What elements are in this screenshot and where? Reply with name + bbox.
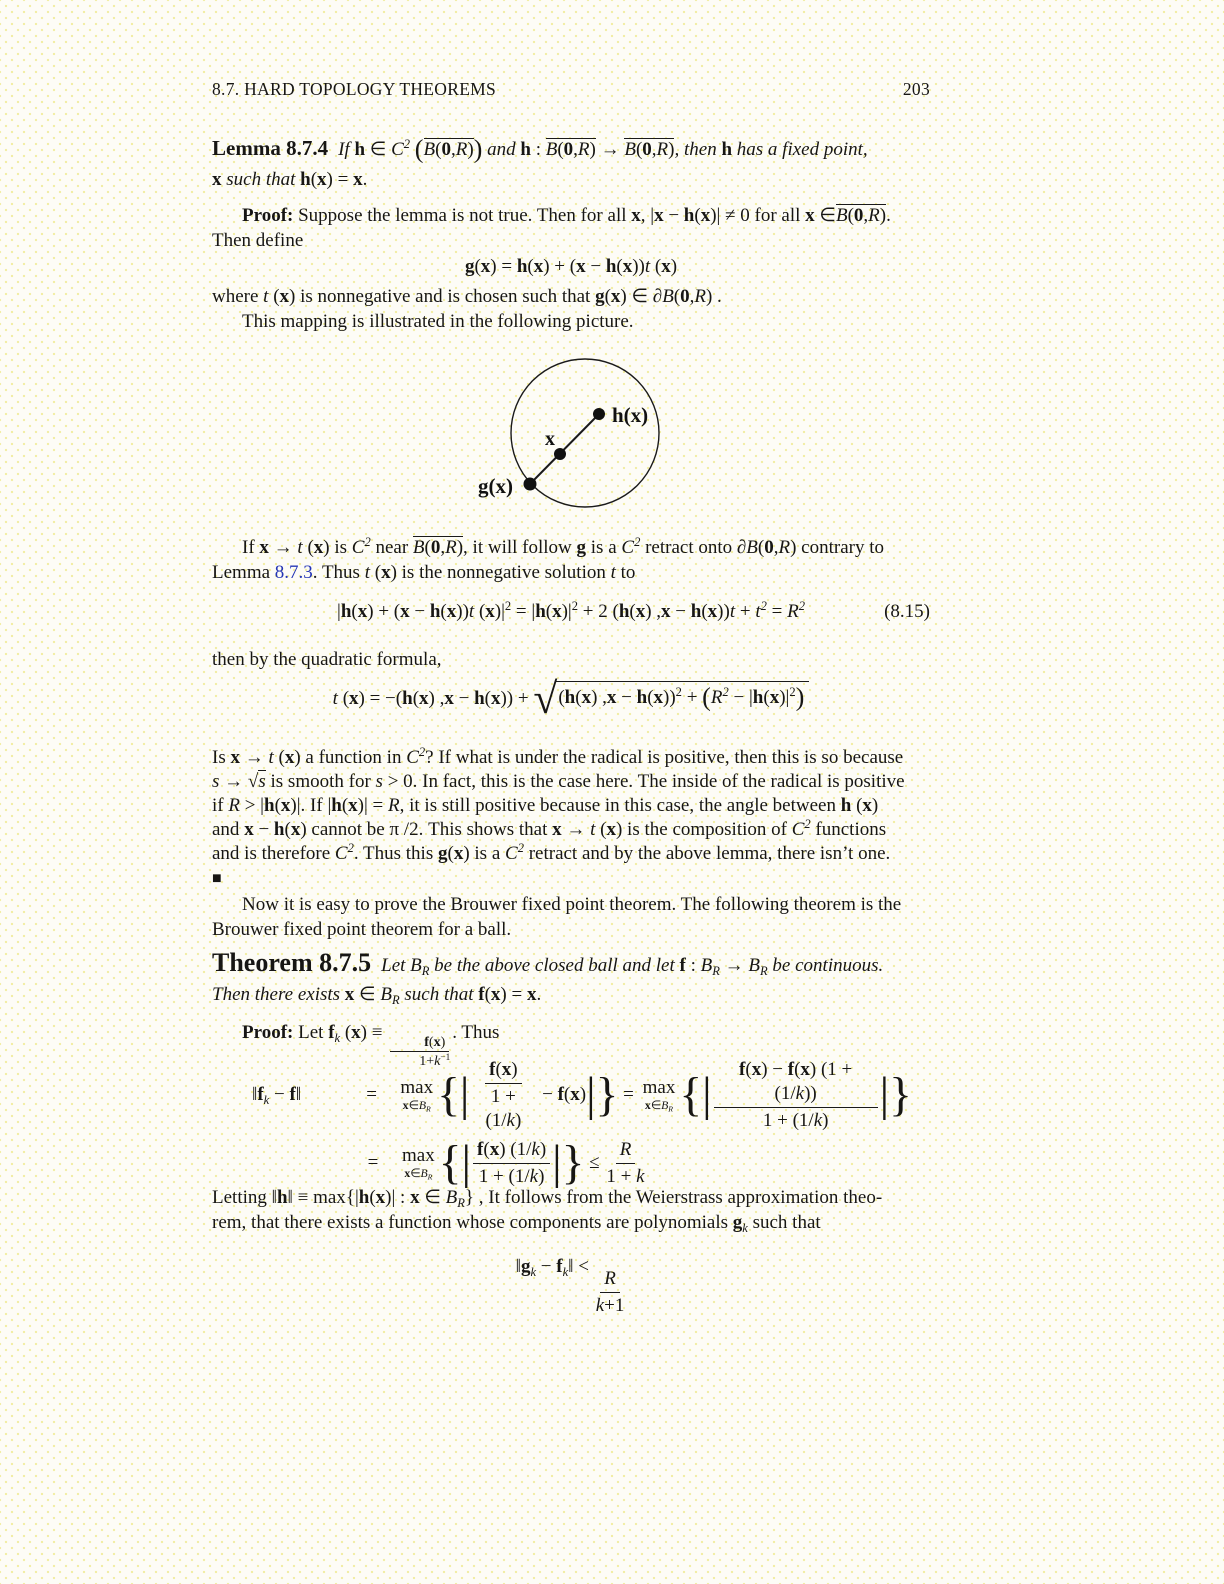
equation-row-2 [252, 1132, 912, 1194]
equation-8-15 [212, 597, 930, 627]
label-x: x [545, 428, 555, 450]
label-h: h(x) [612, 403, 649, 427]
rhs-row-1: max $x\in B_R$ { | $\frac{f(x)}{1 + (1/k)}$ − f ( x ) | } = max $x\in B_R$ { | $\frac{f(x) - f(x) (1 + (1/k))}{1 + (1/k)}$ | } [400, 1059, 912, 1131]
paragraph-brouwer-intro: Now it is easy to prove the Brouwer fixed point theorem. The following theorem is the Brouwer fixed point theorem for a ball. [212, 894, 902, 940]
proof-paragraph-1: Proof: Suppose the lemma is not true. Then for all x, |x − h(x)| ≠ 0 for all x ∈B(0,R). Then define [212, 205, 891, 251]
equation-number-tag: (8.15) [884, 601, 930, 622]
equals-sign-2: = [367, 1152, 379, 1174]
cross-reference-link[interactable]: 8.7.3 [274, 561, 313, 583]
paragraph-where: where t (x) is nonnegative and is chosen such that g(x) ∈ ∂B(0,R) . This mapping is illustrated in the following picture. [212, 286, 722, 332]
label-g: g(x) [478, 474, 513, 498]
segment-g-to-h [530, 414, 599, 484]
lemma-statement: If h ∈ $C^2$ (B(0,R)) and h : B(0,R) → B(0,R), then h has a fixed point, x such that h(x) = x. [212, 134, 868, 190]
theorem-block [212, 948, 930, 1009]
proof-paragraph-2: Proof: Let $f_k$ (x) ≡ $\frac{f(x)}{1+k^{-1}}$ . Thus [242, 1022, 500, 1069]
lhs-norm-fk-minus-f: $‖f_k$ − f‖ [252, 1084, 302, 1107]
page-number: 203 [902, 79, 930, 99]
point-x [554, 448, 566, 460]
running-section-title: 8.7. HARD TOPOLOGY THEOREMS [212, 79, 497, 99]
paragraph-quadratic: then by the quadratic formula, [212, 649, 442, 670]
point-g [524, 478, 537, 491]
display-equation-g: g(x) = h(x) + (x − h(x))t (x) [464, 256, 678, 277]
lemma-block [212, 133, 930, 195]
rhs-row-2: max $x\in B_R$ { | $\frac{f(x) (1/k)}{1 + (1/k)}$ | } ≤ $\frac{R}{1 + k}$ [402, 1137, 645, 1190]
fixed-point-figure [450, 348, 690, 524]
figure-canvas [450, 348, 690, 518]
equals-sign-1: = [366, 1084, 377, 1106]
equation-gk-fk: $‖g_k$ − $f_k‖$ < $\frac{R}{k+1}$ [515, 1256, 625, 1316]
lemma-title: Lemma 8.7.4 [212, 136, 329, 160]
equation-row-1 [252, 1058, 912, 1132]
equation-8-15-body: |h(x) + (x − h(x))t $(x)|^2 = |h(x)|^2 + 2$ (h(x) $,x - h(x))t + t^2 = R^2$ [337, 599, 805, 622]
equation-t-of-x: t (x) = −(h(x) ,x − h(x)) + √ (h(x) $,x - h(x))^2 + (R^2 - |h(x)|^2)$ [212, 668, 930, 730]
theorem-title: Theorem 8.7.5 [212, 948, 372, 977]
paragraph-letting: Letting ‖h‖ ≡ max{|h(x)| : x ∈ $B_R$} , It follows from the Weierstrass approximation theo- rem, that there exists a function whose components are polynomials $g_k$ such that [212, 1187, 883, 1235]
aligned-equations [252, 1058, 912, 1194]
theorem-statement: Let $B_R$ be the above closed ball and let f : $B_R \to B_R$ be continuous. Then there exists x ∈ $B_R$ such that f(x) = x. [212, 955, 884, 1007]
page-header [212, 79, 930, 100]
paragraph-retract: If x → t (x) is $C^2$ near B(0,R), it will follow g is a $C^2$ retract onto ∂B(0,R) contrary to Lemma 8.7.3. Thus t (x) is the nonnegative solution t to [212, 535, 884, 583]
paragraph-radical-discussion: Is x → t (x) a function in $C^2$? If what is under the radical is positive, then this is so because s → √s is smooth for s > 0. In fact, this is the case here. The inside of the radical is positive if R > |h(x)|. If |h(x)| = R, it is still positive because in this case, the angle between h (x) and x − h(x) cannot be π /2. This shows that x → t (x) is the composition of $C^2$ functions and is therefore $C^2$. Thus this g(x) is a $C^2$ retract and by the above lemma, there isn’t one. ■ [212, 745, 905, 887]
point-h [593, 408, 605, 420]
